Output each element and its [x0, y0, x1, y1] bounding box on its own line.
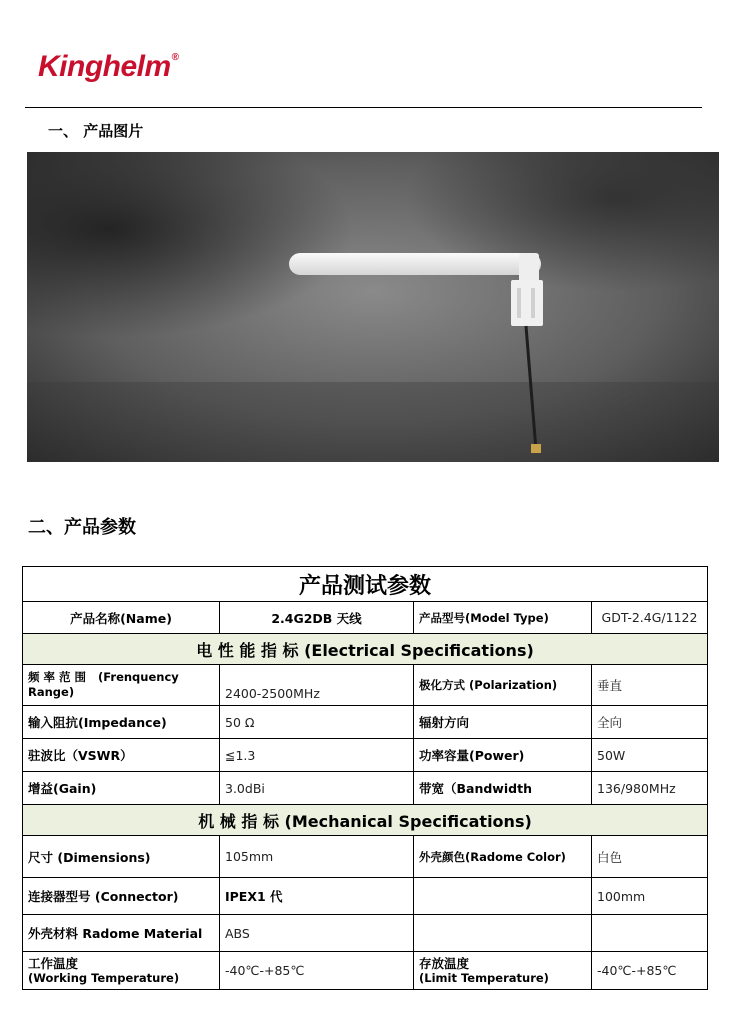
power-label: 功率容量(Power) — [414, 739, 592, 772]
table-row — [23, 665, 708, 706]
company-logo — [38, 50, 179, 84]
model-label: 产品型号(Model Type) — [414, 602, 592, 634]
table-row — [23, 772, 708, 805]
gain-label: 增益(Gain) — [23, 772, 220, 805]
spec-table — [22, 566, 708, 990]
vswr-value: ≦1.3 — [220, 739, 414, 772]
table-row — [23, 952, 708, 990]
dimensions-value: 105mm — [220, 836, 414, 878]
working-temperature-label-line1: 工作温度 — [28, 955, 79, 971]
table-row — [23, 567, 708, 602]
radiation-value: 全向 — [592, 706, 708, 739]
polarization-value: 垂直 — [592, 665, 708, 706]
working-temperature-label — [23, 952, 220, 990]
frequency-label-line1: 频 率 范 围 (Frenquency — [28, 670, 179, 684]
table-row — [23, 878, 708, 915]
radiation-label: 辐射方向 — [414, 706, 592, 739]
storage-temperature-value: -40℃-+85℃ — [592, 952, 708, 990]
registered-mark: ® — [171, 52, 179, 63]
power-value: 50W — [592, 739, 708, 772]
color-value: 白色 — [592, 836, 708, 878]
bandwidth-label: 带宽（Bandwidth — [414, 772, 592, 805]
vswr-label: 驻波比（VSWR） — [23, 739, 220, 772]
frequency-label-line2: Range) — [28, 685, 75, 699]
table-row — [23, 836, 708, 878]
impedance-value: 50 Ω — [220, 706, 414, 739]
storage-temperature-label-line1: 存放温度 — [419, 955, 470, 971]
header-divider — [25, 107, 702, 108]
storage-temperature-label-line2: (Limit Temperature) — [419, 970, 549, 985]
antenna-connector-base — [511, 280, 543, 326]
antenna-product-photo — [27, 152, 719, 462]
ipex-connector — [531, 444, 541, 453]
mechanical-heading: 机 械 指 标 (Mechanical Specifications) — [23, 805, 708, 836]
connector-label: 连接器型号 (Connector) — [23, 878, 220, 915]
working-temperature-label-line2: (Working Temperature) — [28, 970, 180, 985]
material-extra-value — [592, 915, 708, 952]
bandwidth-value: 136/980MHz — [592, 772, 708, 805]
model-value: GDT-2.4G/1122 — [592, 602, 708, 634]
product-parameters-heading: 二、产品参数 — [28, 517, 136, 538]
table-row — [23, 805, 708, 836]
material-label: 外壳材料 Radome Material — [23, 915, 220, 952]
gain-value: 3.0dBi — [220, 772, 414, 805]
material-value: ABS — [220, 915, 414, 952]
name-value: 2.4G2DB 天线 — [220, 602, 414, 634]
color-label: 外壳颜色(Radome Color) — [414, 836, 592, 878]
connector-value: IPEX1 代 — [220, 878, 414, 915]
product-picture-heading: 一、 产品图片 — [48, 122, 144, 140]
name-label: 产品名称(Name) — [23, 602, 220, 634]
cable-label — [414, 878, 592, 915]
working-temperature-value: -40℃-+85℃ — [220, 952, 414, 990]
electrical-heading: 电 性 能 指 标 (Electrical Specifications) — [23, 634, 708, 665]
logo-text: Kinghelm — [38, 50, 171, 83]
table-row — [23, 915, 708, 952]
table-row — [23, 634, 708, 665]
storage-temperature-label — [414, 952, 592, 990]
table-row — [23, 739, 708, 772]
dimensions-label: 尺寸 (Dimensions) — [23, 836, 220, 878]
material-extra-label — [414, 915, 592, 952]
table-row — [23, 706, 708, 739]
table-title: 产品测试参数 — [23, 567, 708, 602]
antenna-whip — [289, 253, 541, 275]
frequency-value: 2400-2500MHz — [220, 665, 414, 706]
frequency-label — [23, 665, 220, 706]
table-row — [23, 602, 708, 634]
impedance-label: 输入阻抗(Impedance) — [23, 706, 220, 739]
cable-value: 100mm — [592, 878, 708, 915]
polarization-label: 极化方式 (Polarization) — [414, 665, 592, 706]
